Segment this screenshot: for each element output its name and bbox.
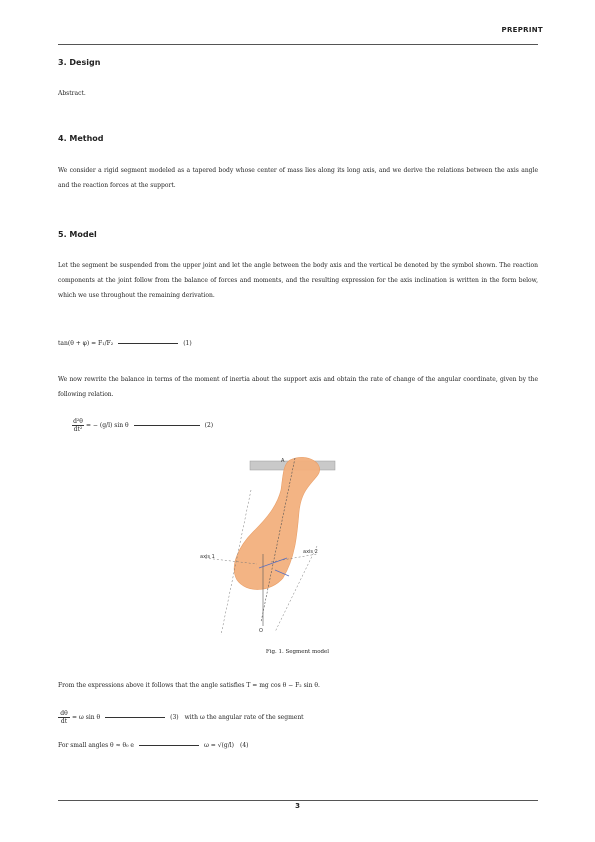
equation-2 — [72, 418, 213, 433]
equation-3-numerator: dθ — [60, 710, 68, 717]
equation-4-leader — [139, 745, 199, 746]
equation-2-rest: = − (g/l) sin θ — [86, 422, 129, 429]
section-body-model: Let the segment be suspended from the upper joint and let the angle between the body axis and the vertical be denoted by the symbol shown. The reaction components at the joint follow from the balance of forces and moments, and the resulting expression for the axis inclination is written in the form below, which we use throughout the remaining derivation. — [58, 262, 538, 299]
equation-4-rhs: ω = √(g/l) — [203, 742, 235, 749]
equation-2-denominator: dt² — [73, 426, 83, 433]
equation-1 — [58, 340, 192, 347]
equation-1-leader — [118, 343, 178, 344]
figure-label-right: axis 2 — [303, 549, 318, 555]
equation-3-tail: with ω the angular rate of the segment — [184, 714, 304, 721]
page-number: 3 — [295, 802, 300, 810]
footer-rule — [58, 800, 538, 801]
paragraph-2: We now rewrite the balance in terms of the moment of inertia about the support axis and obtain the rate of change of the angular coordinate, given by the following relation. — [58, 376, 538, 398]
figure-label-left: axis 1 — [200, 554, 215, 560]
header-rule — [58, 44, 538, 45]
segment-figure — [195, 450, 340, 640]
section-heading-design: 3. Design — [58, 58, 101, 67]
equation-1-number: (1) — [183, 340, 192, 347]
equation-3-rest: = ω sin θ — [72, 714, 101, 721]
equation-3-fraction — [58, 710, 70, 725]
equation-2-leader — [134, 425, 200, 426]
equation-3-number: (3) — [170, 714, 179, 721]
segment-body — [234, 457, 320, 589]
paragraph-3: From the expressions above it follows that the angle satisfies T = mg cos θ − F₂ sin θ. — [58, 682, 320, 689]
figure-caption: Fig. 1. Segment model — [265, 649, 330, 655]
equation-3 — [58, 710, 304, 725]
equation-1-lhs: tan(θ + φ) = F₁/F₂ — [58, 340, 114, 347]
equation-2-numerator: d²θ — [73, 418, 83, 425]
section-body-method: We consider a rigid segment modeled as a tapered body whose center of mass lies along its long axis, and we derive the relations between the axis angle and the reaction forces at the support. — [58, 167, 538, 189]
section-heading-model: 5. Model — [58, 230, 97, 239]
header-label: PREPRINT — [501, 26, 543, 34]
equation-2-fraction — [72, 418, 84, 433]
section-heading-method: 4. Method — [58, 134, 104, 143]
section-body-design: Abstract. — [58, 90, 86, 97]
figure-label-bottom: O — [259, 628, 263, 634]
equation-3-denominator: dt — [60, 718, 68, 725]
equation-4 — [58, 742, 249, 749]
figure-label-top: A — [281, 458, 285, 464]
equation-2-number: (2) — [204, 422, 214, 429]
equation-4-lhs: For small angles θ ≈ θ₀ e — [58, 742, 134, 749]
equation-3-leader — [105, 717, 165, 718]
equation-4-number: (4) — [240, 742, 249, 749]
